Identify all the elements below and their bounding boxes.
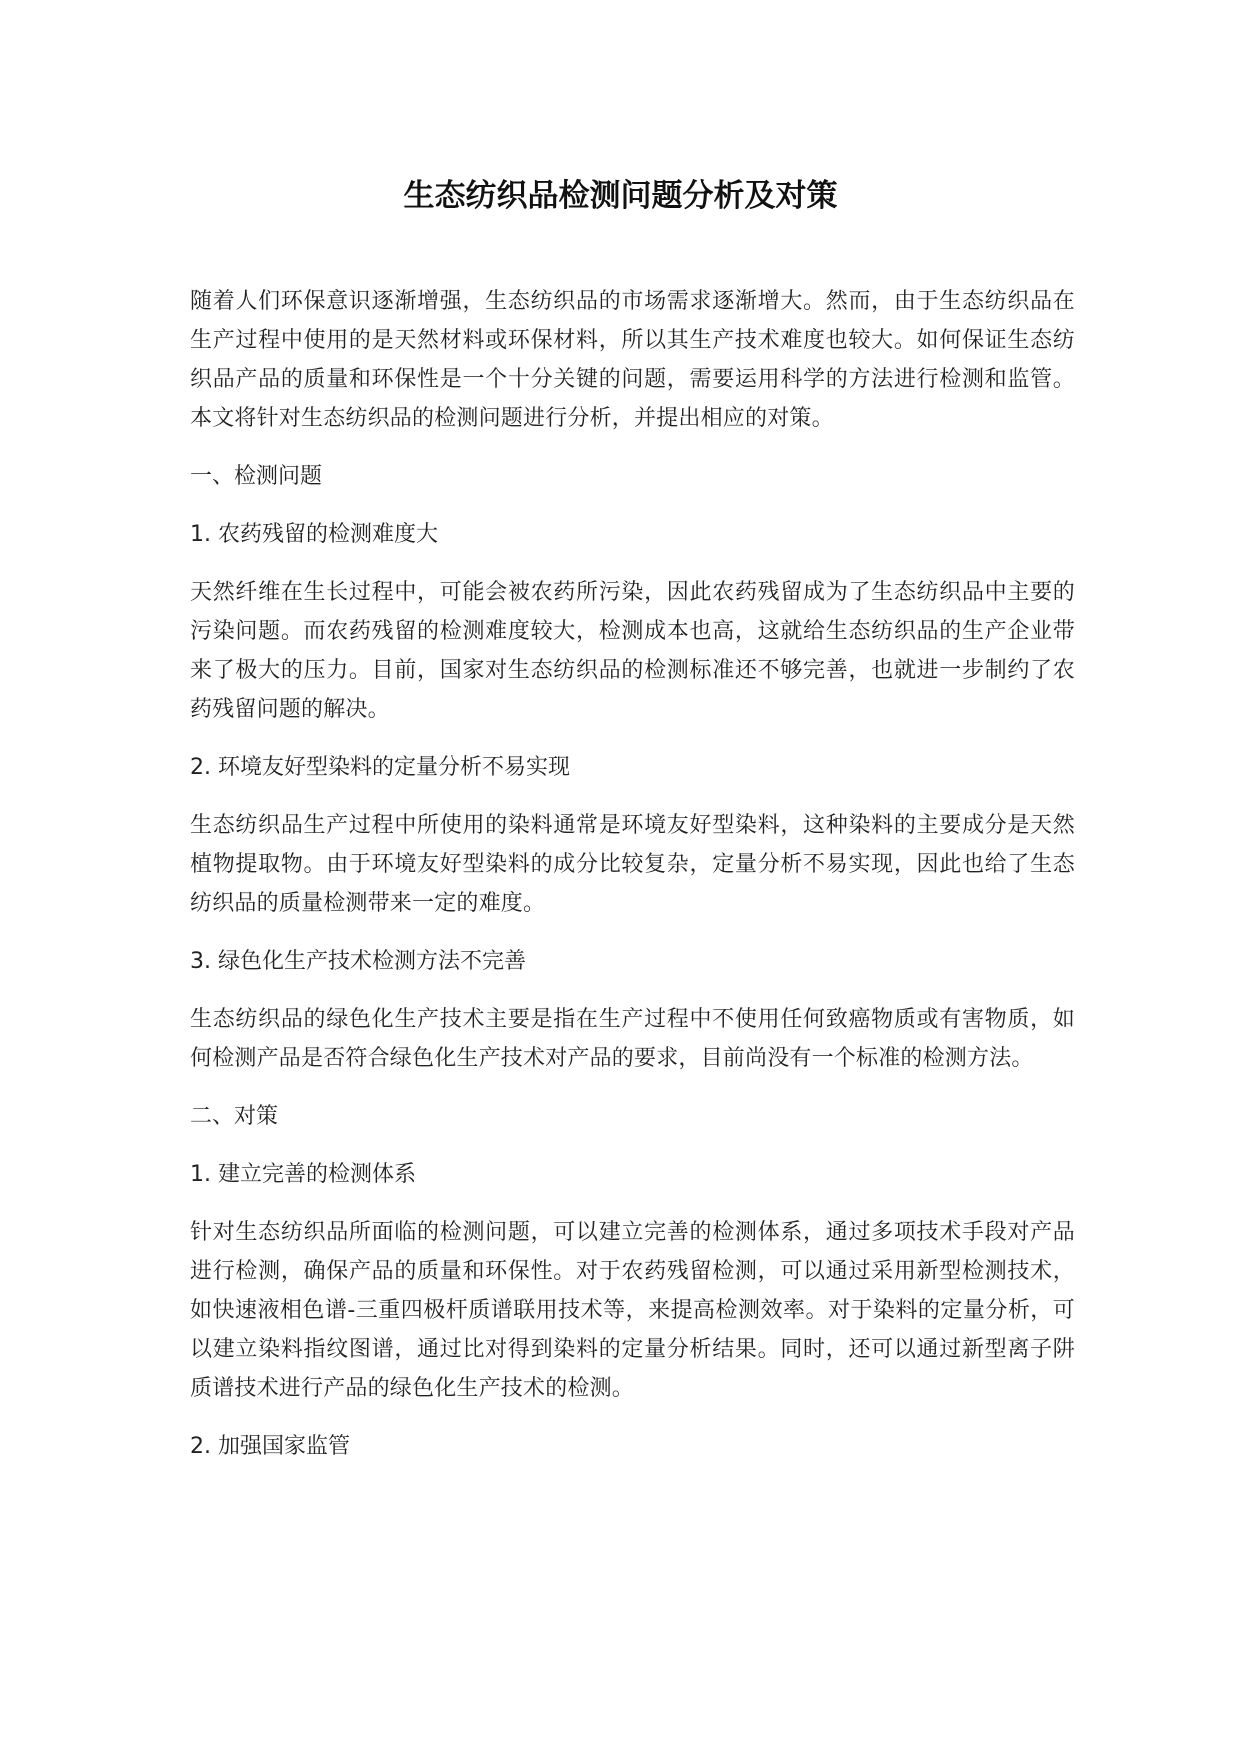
problem-2-paragraph: 生态纺织品生产过程中所使用的染料通常是环境友好型染料，这种染料的主要成分是天然植物提取物。由于环境友好型染料的成分比较复杂，定量分析不易实现，因此也给了生态纺织品的质量检测带来一定的难度。 xyxy=(190,813,1075,916)
countermeasure-1-paragraph: 针对生态纺织品所面临的检测问题，可以建立完善的检测体系，通过多项技术手段对产品进行检测，确保产品的质量和环保性。对于农药残留检测，可以通过采用新型检测技术，如快速液相色谱-三重四极杆质谱联用技术等，来提高检测效率。对于染料的定量分析，可以建立染料指纹图谱，通过比对得到染料的定量分析结果。同时，还可以通过新型离子阱质谱技术进行产品的绿色化生产技术的检测。 xyxy=(190,1220,1075,1401)
problem-3-paragraph: 生态纺织品的绿色化生产技术主要是指在生产过程中不使用任何致癌物质或有害物质，如何检测产品是否符合绿色化生产技术对产品的要求，目前尚没有一个标准的检测方法。 xyxy=(190,1007,1075,1071)
section-heading-countermeasures: 二、对策 xyxy=(190,1104,279,1129)
document-body xyxy=(190,282,1075,1485)
problem-1-heading: 1. 农药残留的检测难度大 xyxy=(190,522,438,547)
countermeasure-2-heading: 2. 加强国家监管 xyxy=(190,1434,350,1459)
section-heading-problems: 一、检测问题 xyxy=(190,464,323,489)
problem-1-paragraph: 天然纤维在生长过程中，可能会被农药所污染，因此农药残留成为了生态纺织品中主要的污染问题。而农药残留的检测难度较大，检测成本也高，这就给生态纺织品的生产企业带来了极大的压力。目前，国家对生态纺织品的检测标准还不够完善，也就进一步制约了农药残留问题的解决。 xyxy=(190,580,1075,722)
problem-3-heading: 3. 绿色化生产技术检测方法不完善 xyxy=(190,949,526,974)
intro-paragraph: 随着人们环保意识逐渐增强，生态纺织品的市场需求逐渐增大。然而，由于生态纺织品在生产过程中使用的是天然材料或环保材料，所以其生产技术难度也较大。如何保证生态纺织品产品的质量和环保性是一个十分关键的问题，需要运用科学的方法进行检测和监管。本文将针对生态纺织品的检测问题进行分析，并提出相应的对策。 xyxy=(190,289,1075,431)
document-title: 生态纺织品检测问题分析及对策 xyxy=(403,178,838,214)
problem-2-heading: 2. 环境友好型染料的定量分析不易实现 xyxy=(190,755,570,780)
countermeasure-1-heading: 1. 建立完善的检测体系 xyxy=(190,1162,416,1187)
